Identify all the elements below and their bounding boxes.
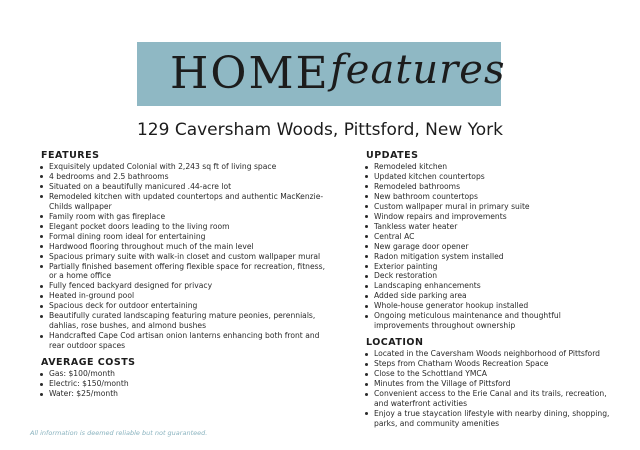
list-item: Beautifully curated landscaping featuring mature peonies, perennials, dahlias, rose bushes, and almond bushes bbox=[49, 311, 335, 331]
list-item: Elegant pocket doors leading to the living room bbox=[49, 222, 335, 232]
title-features-script: features bbox=[330, 47, 506, 93]
list-item: Spacious deck for outdoor entertaining bbox=[49, 301, 335, 311]
list-item: Updated kitchen countertops bbox=[374, 172, 615, 182]
list-item: Steps from Chatham Woods Recreation Space bbox=[374, 359, 615, 369]
features-list bbox=[35, 162, 335, 351]
title-home: HOME bbox=[170, 48, 330, 99]
list-item: Fully fenced backyard designed for privacy bbox=[49, 281, 335, 291]
list-item: Tankless water heater bbox=[374, 222, 615, 232]
list-item: New garage door opener bbox=[374, 242, 615, 252]
list-item: Heated in-ground pool bbox=[49, 291, 335, 301]
list-item: Water: $25/month bbox=[49, 389, 335, 399]
list-item: Exquisitely updated Colonial with 2,243 sq ft of living space bbox=[49, 162, 335, 172]
list-item: Central AC bbox=[374, 232, 615, 242]
list-item: Family room with gas fireplace bbox=[49, 212, 335, 222]
costs-heading: AVERAGE COSTS bbox=[41, 357, 136, 369]
features-heading: FEATURES bbox=[41, 150, 100, 161]
right-column bbox=[360, 150, 615, 429]
list-item: Landscaping enhancements bbox=[374, 281, 615, 291]
list-item: Custom wallpaper mural in primary suite bbox=[374, 202, 615, 212]
list-item: Exterior painting bbox=[374, 262, 615, 272]
location-heading: LOCATION bbox=[366, 337, 424, 349]
list-item: Minutes from the Village of Pittsford bbox=[374, 379, 615, 389]
costs-list bbox=[35, 369, 335, 399]
updates-list bbox=[360, 162, 615, 331]
list-item: Whole-house generator hookup installed bbox=[374, 301, 615, 311]
list-item: Located in the Caversham Woods neighborhood of Pittsford bbox=[374, 349, 615, 359]
list-item: Gas: $100/month bbox=[49, 369, 335, 379]
list-item: Ongoing meticulous maintenance and thoughtful improvements throughout ownership bbox=[374, 311, 615, 331]
list-item: Situated on a beautifully manicured .44-acre lot bbox=[49, 182, 335, 192]
disclaimer: All information is deemed reliable but not guaranteed. bbox=[30, 429, 208, 437]
list-item: Enjoy a true staycation lifestyle with nearby dining, shopping, parks, and community amenities bbox=[374, 409, 615, 429]
list-item: Window repairs and improvements bbox=[374, 212, 615, 222]
list-item: Remodeled bathrooms bbox=[374, 182, 615, 192]
list-item: Added side parking area bbox=[374, 291, 615, 301]
list-item: Hardwood flooring throughout much of the main level bbox=[49, 242, 335, 252]
list-item: Formal dining room ideal for entertaining bbox=[49, 232, 335, 242]
list-item: Spacious primary suite with walk-in closet and custom wallpaper mural bbox=[49, 252, 335, 262]
list-item: Handcrafted Cape Cod artisan onion lanterns enhancing both front and rear outdoor spaces bbox=[49, 331, 335, 351]
list-item: Radon mitigation system installed bbox=[374, 252, 615, 262]
list-item: Deck restoration bbox=[374, 271, 615, 281]
list-item: Convenient access to the Erie Canal and its trails, recreation, and waterfront activities bbox=[374, 389, 615, 409]
location-list bbox=[360, 349, 615, 429]
list-item: Remodeled kitchen bbox=[374, 162, 615, 172]
list-item: Close to the Schottland YMCA bbox=[374, 369, 615, 379]
property-address: 129 Caversham Woods, Pittsford, New York bbox=[136, 120, 504, 140]
list-item: Electric: $150/month bbox=[49, 379, 335, 389]
list-item: Remodeled kitchen with updated countertops and authentic MacKenzie-Childs wallpaper bbox=[49, 192, 335, 212]
list-item: Partially finished basement offering flexible space for recreation, fitness, or a home office bbox=[49, 262, 335, 282]
left-column bbox=[35, 150, 335, 399]
updates-heading: UPDATES bbox=[366, 150, 419, 161]
list-item: New bathroom countertops bbox=[374, 192, 615, 202]
list-item: 4 bedrooms and 2.5 bathrooms bbox=[49, 172, 335, 182]
